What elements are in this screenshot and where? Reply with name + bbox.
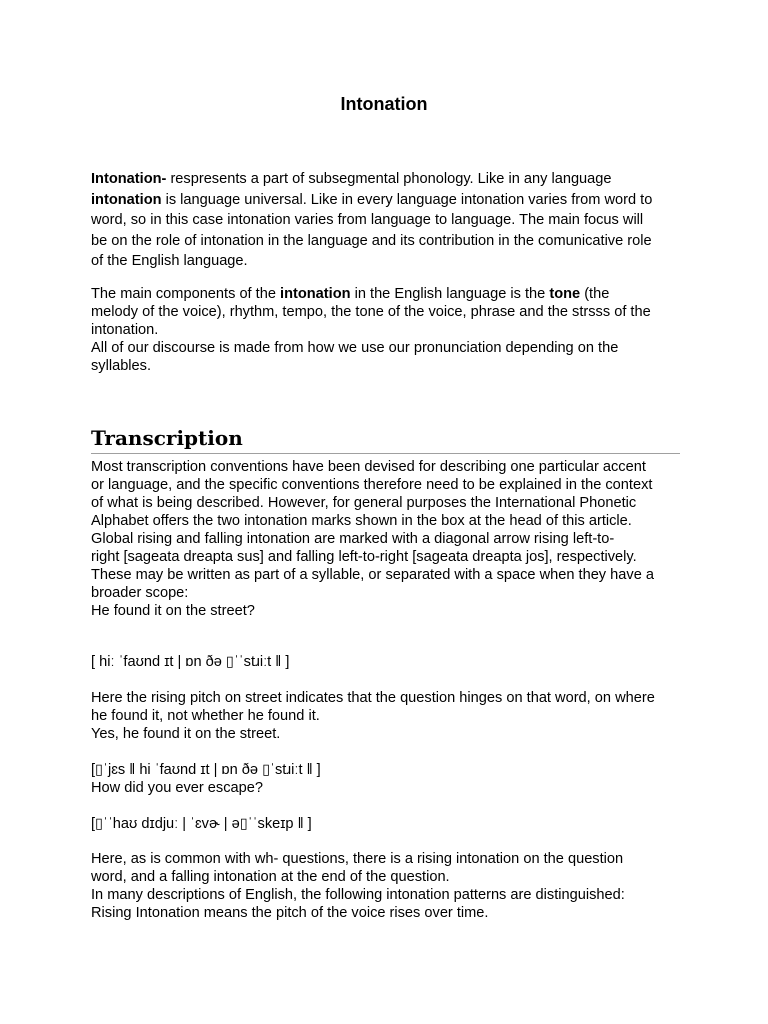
intro-term: Intonation-: [91, 171, 167, 187]
ipa-transcription-1: [ hiː ˈfaʊnd ɪt | ɒn ðə ▯ˈˈstɹiːt ‖ ]: [91, 654, 290, 670]
intro-line-1: [91, 169, 681, 190]
transcription-line: of what is being described. However, for general purposes the International Phonetic: [91, 495, 637, 511]
intro-line-4: be on the role of intonation in the language and its contribution in the comunicative role: [91, 232, 652, 249]
transcription-paragraph: [91, 458, 681, 620]
closing-line: In many descriptions of English, the following intonation patterns are distinguished:: [91, 887, 625, 903]
heading-divider: [91, 453, 680, 454]
explanation-block: [91, 689, 655, 743]
transcription-line: or language, and the specific conventions therefore need to be explained in the context: [91, 477, 653, 493]
components-pre: The main components of the: [91, 286, 281, 302]
components-bold-intonation: intonation: [280, 286, 351, 302]
example-answer: Yes, he found it on the street.: [91, 726, 281, 742]
intro-line-5: of the English language.: [91, 253, 248, 270]
components-line-2: melody of the voice), rhythm, tempo, the tone of the voice, phrase and the strsss of the: [91, 304, 651, 320]
transcription-line: These may be written as part of a syllable, or separated with a space when they have a: [91, 567, 654, 583]
components-line-4: All of our discourse is made from how we use our pronunciation depending on the: [91, 340, 619, 356]
transcription-line: Most transcription conventions have been devised for describing one particular accent: [91, 459, 646, 475]
closing-line: Rising Intonation means the pitch of the voice rises over time.: [91, 905, 489, 921]
explanation-line: he found it, not whether he found it.: [91, 708, 320, 724]
closing-line: word, and a falling intonation at the end of the question.: [91, 869, 450, 885]
intro-text-1: respresents a part of subsegmental phonology. Like in any language: [166, 171, 612, 187]
example-question-2: How did you ever escape?: [91, 780, 263, 796]
closing-block: [91, 850, 625, 922]
components-line-1: [91, 285, 681, 303]
intro-paragraph: [91, 169, 681, 272]
components-paragraph: [91, 285, 681, 375]
ipa-transcription-3: [▯ˈˈhaʊ dɪdjuː | ˈɛvɚ | ə▯ˈˈskeɪp ‖ ]: [91, 816, 312, 832]
intro-term-2: intonation: [91, 191, 162, 208]
closing-line: Here, as is common with wh- questions, there is a rising intonation on the question: [91, 851, 624, 867]
components-mid: in the English language is the: [350, 286, 550, 302]
intro-line-2: [91, 190, 681, 211]
transcription-line: right [sageata dreapta sus] and falling left-to-right [sageata dreapta jos], respectively.: [91, 549, 637, 565]
intro-text-2: is language universal. Like in every language intonation varies from word to: [161, 191, 653, 208]
transcription-line: Global rising and falling intonation are marked with a diagonal arrow rising left-to-: [91, 531, 615, 547]
components-line-5: syllables.: [91, 358, 152, 374]
ipa-transcription-2: [▯ˈjɛs ‖ hi ˈfaʊnd ɪt | ɒn ðə ▯ˈstɹiːt ‖ ]: [91, 762, 321, 778]
components-bold-tone: tone: [549, 286, 581, 302]
intro-line-3: word, so in this case intonation varies from language to language. The main focus will: [91, 212, 644, 229]
example-question-1: He found it on the street?: [91, 603, 255, 619]
components-post: (the: [580, 286, 610, 302]
page-title: Intonation: [340, 94, 428, 114]
transcription-line: broader scope:: [91, 585, 189, 601]
components-line-3: intonation.: [91, 322, 159, 338]
transcription-line: Alphabet offers the two intonation marks shown in the box at the head of this article.: [91, 513, 632, 529]
explanation-line: Here the rising pitch on street indicates that the question hinges on that word, on where: [91, 690, 655, 706]
transcription-heading: Transcription: [91, 426, 243, 450]
